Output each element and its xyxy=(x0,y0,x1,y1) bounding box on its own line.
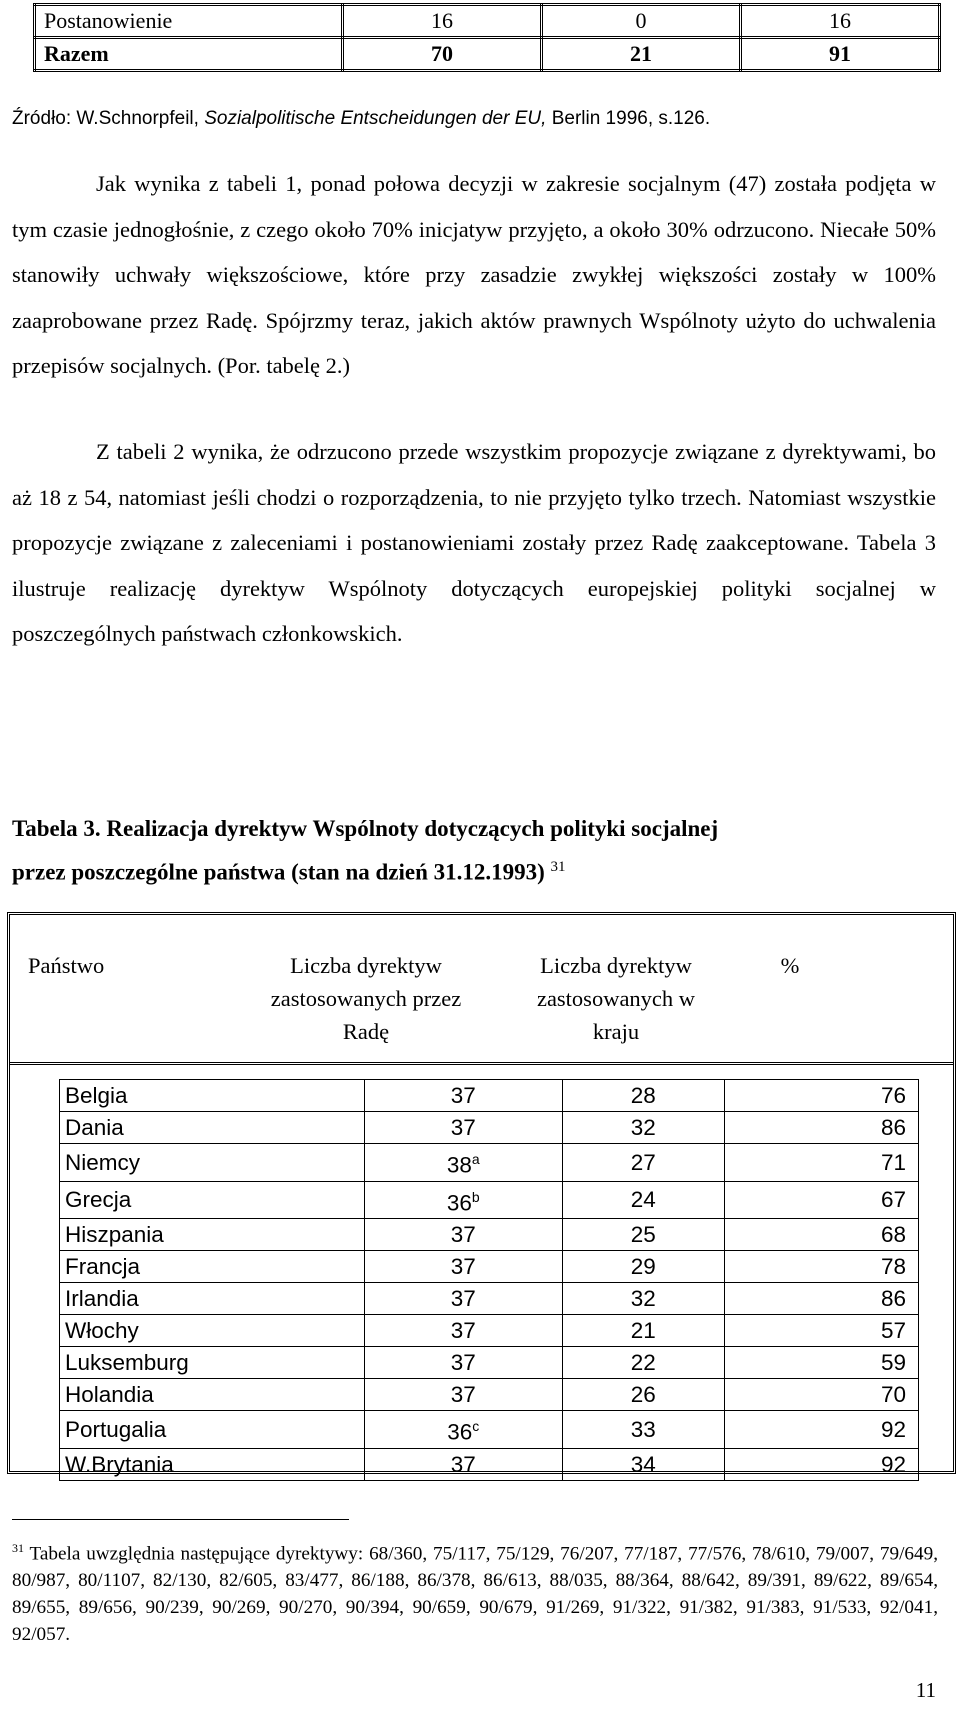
table3-grid xyxy=(59,1079,919,1481)
table3 xyxy=(7,912,956,1477)
table3-title-line1: Tabela 3. Realizacja dyrektyw Wspólnoty dotyczących polityki socjalnej xyxy=(12,816,719,841)
council-value: 37 xyxy=(450,1222,476,1247)
council-cell xyxy=(365,1347,563,1379)
source-suffix: Berlin 1996, s.126. xyxy=(546,108,711,129)
country-cell: Dania xyxy=(60,1112,365,1144)
source-note xyxy=(12,108,710,130)
percent-cell: 78 xyxy=(725,1251,919,1283)
country-cell: Luksemburg xyxy=(60,1347,365,1379)
table3-footnote-ref: 31 xyxy=(550,859,566,875)
council-cell xyxy=(365,1112,563,1144)
council-value: 37 xyxy=(450,1286,476,1311)
summary-cell-b: 21 xyxy=(541,38,740,71)
council-value: 37 xyxy=(450,1382,476,1407)
country-cell: Niemcy xyxy=(60,1144,365,1182)
council-cell xyxy=(365,1283,563,1315)
percent-cell: 86 xyxy=(725,1283,919,1315)
table3-row xyxy=(60,1448,919,1480)
source-prefix: Źródło: W.Schnorpfeil, xyxy=(12,108,205,129)
summary-row xyxy=(35,38,940,71)
council-cell xyxy=(365,1144,563,1182)
table3-row xyxy=(60,1411,919,1449)
footnote xyxy=(12,1535,938,1648)
country-cell: W.Brytania xyxy=(60,1448,365,1480)
council-note: a xyxy=(471,1151,480,1167)
country-cell: Portugalia xyxy=(60,1411,365,1449)
percent-cell: 76 xyxy=(725,1080,919,1112)
header-national: Liczba dyrektyw zastosowanych w kraju xyxy=(536,953,696,1044)
footnote-number: 31 xyxy=(12,1541,24,1555)
table3-row xyxy=(60,1112,919,1144)
table3-header xyxy=(10,915,953,1065)
paragraph-1-text: Jak wynika z tabeli 1, ponad połowa decyzji w zakresie socjalnym (47) została podjęta w tym czasie jednogłośnie, z czego około 70% inicjatyw przyjęto, a około 30% odrzucono. Niecałe 50% stanowiły uchwały większościowe, które przy zasadzie zwykłej większości zostały w 100% zaaprobowane przez Radę. Spójrzmy teraz, jakich aktów prawnych Wspólnoty użyto do uchwalenia przepisów socjalnych. (Por. tabelę 2.) xyxy=(12,171,936,378)
national-cell: 25 xyxy=(562,1219,724,1251)
paragraph-2-text: Z tabeli 2 wynika, że odrzucono przede wszystkim propozycje związane z dyrektywami, bo aż 18 z 54, natomiast jeśli chodzi o rozporządzenia, to nie przyjęto tylko trzech. Natomiast wszystkie propozycje związane z zaleceniami i postanowieniami zostały przez Radę zaakceptowane. Tabela 3 ilustruje realizację dyrektyw Wspólnoty dotyczących europejskiej polityki socjalnej w poszczególnych państwach członkowskich. xyxy=(12,439,936,646)
table3-row xyxy=(60,1379,919,1411)
percent-cell: 57 xyxy=(725,1315,919,1347)
summary-cell-c: 91 xyxy=(740,38,939,71)
summary-row xyxy=(35,5,940,38)
source-title: Sozialpolitische Entscheidungen der EU, xyxy=(204,108,547,129)
council-cell xyxy=(365,1251,563,1283)
percent-cell: 92 xyxy=(725,1411,919,1449)
country-cell: Francja xyxy=(60,1251,365,1283)
summary-cell-c: 16 xyxy=(740,5,939,38)
council-value: 37 xyxy=(450,1318,476,1343)
council-value: 38 xyxy=(446,1152,472,1178)
summary-cell-a: 16 xyxy=(342,5,541,38)
table3-row xyxy=(60,1283,919,1315)
council-value: 36 xyxy=(446,1190,472,1215)
council-value: 37 xyxy=(450,1115,476,1140)
page-number: 11 xyxy=(915,1678,936,1702)
paragraph-2 xyxy=(12,429,936,657)
national-cell: 24 xyxy=(562,1181,724,1219)
percent-cell: 70 xyxy=(725,1379,919,1411)
table3-row xyxy=(60,1144,919,1182)
council-cell xyxy=(365,1181,563,1219)
council-value: 37 xyxy=(450,1083,476,1108)
national-cell: 32 xyxy=(562,1283,724,1315)
council-value: 37 xyxy=(450,1254,476,1279)
national-cell: 32 xyxy=(562,1112,724,1144)
percent-cell: 67 xyxy=(725,1181,919,1219)
council-value: 36 xyxy=(447,1419,473,1445)
national-cell: 28 xyxy=(562,1080,724,1112)
country-cell: Włochy xyxy=(60,1315,365,1347)
council-cell xyxy=(365,1219,563,1251)
country-cell: Grecja xyxy=(60,1181,365,1219)
header-council: Liczba dyrektyw zastosowanych przez Radę xyxy=(270,953,462,1044)
table3-title-line2: przez poszczególne państwa (stan na dzień 31.12.1993) xyxy=(12,859,545,885)
council-value: 37 xyxy=(450,1350,476,1375)
country-cell: Holandia xyxy=(60,1379,365,1411)
national-cell: 33 xyxy=(562,1411,724,1449)
summary-cell-label: Postanowienie xyxy=(35,5,343,38)
national-cell: 27 xyxy=(562,1144,724,1182)
council-value: 37 xyxy=(450,1451,476,1477)
footnote-rule xyxy=(12,1519,349,1520)
paragraph-1 xyxy=(12,161,936,389)
percent-cell: 68 xyxy=(725,1219,919,1251)
table3-row xyxy=(60,1251,919,1283)
council-note: b xyxy=(471,1188,480,1205)
national-cell: 34 xyxy=(562,1448,724,1480)
percent-cell: 92 xyxy=(725,1448,919,1480)
table3-row xyxy=(60,1181,919,1219)
national-cell: 26 xyxy=(562,1379,724,1411)
summary-cell-label: Razem xyxy=(35,38,343,71)
country-cell: Irlandia xyxy=(60,1283,365,1315)
table3-row xyxy=(60,1080,919,1112)
table3-row xyxy=(60,1219,919,1251)
national-cell: 21 xyxy=(562,1315,724,1347)
country-cell: Hiszpania xyxy=(60,1219,365,1251)
council-cell xyxy=(365,1448,563,1480)
council-note: c xyxy=(472,1418,480,1434)
percent-cell: 71 xyxy=(725,1144,919,1182)
table3-title xyxy=(12,810,718,892)
summary-cell-b: 0 xyxy=(541,5,740,38)
table3-row xyxy=(60,1315,919,1347)
council-cell xyxy=(365,1315,563,1347)
national-cell: 29 xyxy=(562,1251,724,1283)
table3-row xyxy=(60,1347,919,1379)
footnote-text: Tabela uwzględnia następujące dyrektywy: 68/360, 75/117, 75/129, 76/207, 77/187, 77/576, 78/610, 79/007, 79/649, 80/987, 80/1107, 82/130, 82/605, 83/477, 86/188, 86/378, 86/613, 88/035, 88/364, 88/642, 89/391, 89/622, 89/654, 89/655, 89/656, 90/239, 90/269, 90/270, 90/394, 90/659, 90/679, 91/269, 91/322, 91/382, 91/383, 91/533, 92/041, 92/057. xyxy=(12,1543,938,1646)
national-cell: 22 xyxy=(562,1347,724,1379)
header-percent: % xyxy=(780,953,800,978)
percent-cell: 86 xyxy=(725,1112,919,1144)
summary-cell-a: 70 xyxy=(342,38,541,71)
country-cell: Belgia xyxy=(60,1080,365,1112)
council-cell xyxy=(365,1379,563,1411)
header-country: Państwo xyxy=(28,953,105,978)
council-cell xyxy=(365,1080,563,1112)
summary-table xyxy=(33,3,941,72)
council-cell xyxy=(365,1411,563,1449)
percent-cell: 59 xyxy=(725,1347,919,1379)
